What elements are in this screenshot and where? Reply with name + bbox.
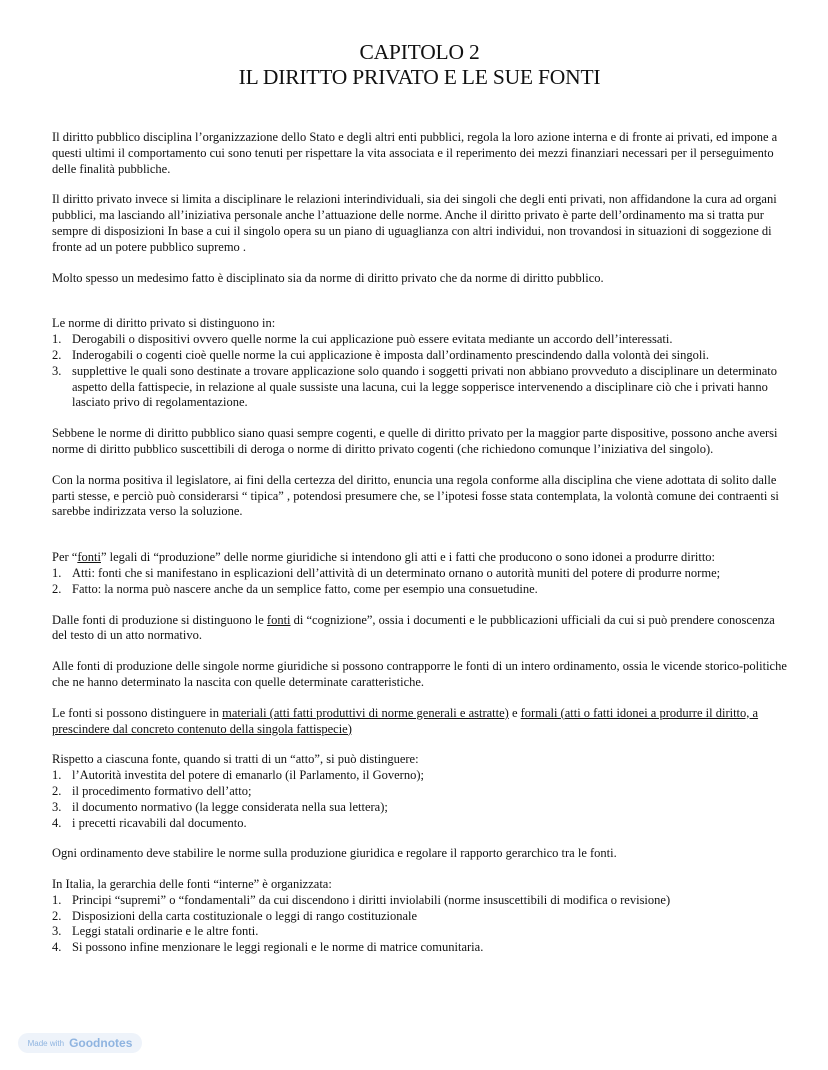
list-item-number: 2. (52, 783, 62, 798)
list-item-text: Disposizioni della carta costituzionale o leggi di rango costituzionale (72, 908, 418, 923)
list-item-text: Derogabili o dispositivi ovvero quelle norme la cui applicazione può essere evitata mediante un accordo dell’interessati. (72, 332, 673, 347)
text-segment: e (508, 705, 521, 720)
list-intro-norme: Le norme di diritto privato si distinguono in: (52, 316, 276, 331)
goodnotes-logo: Goodnotes (69, 1036, 133, 1050)
chapter-number: CAPITOLO 2 (359, 40, 480, 64)
paragraph-norma-positiva: Con la norma positiva il legislatore, ai fini della certezza del diritto, enuncia una regola conforme alla disciplina che viene adottata di solito dalle parti stesse, e perciò può considerarsi “ tipica” , potendosi presumere che, se l’ipotesi fosse stata contemplata, la volontà comune dei contraenti si sarebbe indirizzata verso la soluzione. (52, 472, 779, 519)
text-segment: ” legali di “produzione” delle norme giuridiche si intendono gli atti e i fatti che producono o sono idonei a produrre diritto: (100, 550, 716, 565)
paragraph-intero-ordinamento: Alle fonti di produzione delle singole norme giuridiche si possono contrapporre le fonti di un intero ordinamento, ossia le vicende storico-politiche che ne hanno determinato la nascita con quelle determinate caratteristiche. (52, 659, 787, 689)
list-intro-gerarchia: In Italia, la gerarchia delle fonti “interne” è organizzata: (52, 877, 332, 892)
list-fonti (52, 566, 787, 598)
list-item-text: il documento normativo (la legge considerata nella sua lettera); (72, 799, 388, 814)
paragraph-fonti-produzione (52, 550, 787, 566)
text-segment: Per “ (52, 550, 78, 565)
chapter-title: IL DIRITTO PRIVATO E LE SUE FONTI (238, 65, 601, 89)
list-item-text: il procedimento formativo dell’atto; (72, 783, 252, 798)
list-item-number: 3. (52, 924, 62, 939)
list-item (52, 816, 787, 832)
paragraph-diritto-pubblico: Il diritto pubblico disciplina l’organizzazione dello Stato e degli altri enti pubblici, regola la loro azione interna e di fronte ai privati, ed impone a questi ultimi il comportamento cui sono tenuti per rispettare la vita associata e il reperimento dei mezzi finanziari necessari per il perseguimento delle finalità pubbliche. (52, 130, 778, 176)
list-item-text: Inderogabili o cogenti cioè quelle norme la cui applicazione è imposta dall’ordinamento prescindendo dalla volontà dei singoli. (72, 347, 709, 362)
text-segment: Le fonti si possono distinguere in (52, 705, 223, 720)
list-item (52, 348, 787, 364)
list-intro-atto: Rispetto a ciascuna fonte, quando si tratti di un “atto”, si può distinguere: (52, 752, 419, 767)
list-gerarchia (52, 893, 787, 956)
paragraph-diritto-privato: Il diritto privato invece si limita a disciplinare le relazioni interindividuali, sia dei singoli che degli enti privati, non affidandone la cura ad organi pubblici, ma lasciando all’iniziativa personale anche l’attuazione delle norme. Anche il diritto privato è parte dell’ordinamento ma si tratta pur sempre di disposizioni In base a cui il singolo opera su un piano di uguaglianza con altri individui, non trovandosi in situazioni di soggezione di fronte ad un potere pubblico supremo . (52, 192, 777, 254)
paragraph-sebbene: Sebbene le norme di diritto pubblico siano quasi sempre cogenti, e quelle di diritto privato per la maggior parte dispositive, possono anche aversi norme di diritto pubblico suscettibili di deroga o norme di diritto privato cogenti (che richiedono comunque l’iniziativa del singolo). (52, 426, 778, 456)
list-item (52, 332, 787, 348)
list-item-number: 1. (52, 892, 62, 907)
list-item-number: 2. (52, 347, 62, 362)
list-item-number: 2. (52, 908, 62, 923)
list-item-number: 1. (52, 768, 62, 783)
paragraph-fonti-cognizione (52, 613, 787, 645)
list-item (52, 582, 787, 598)
list-item (52, 800, 787, 816)
list-item-text: Fatto: la norma può nascere anche da un semplice fatto, come per esempio una consuetudine. (72, 581, 538, 596)
list-item (52, 768, 787, 784)
page-title (52, 40, 787, 90)
list-item-text: l’Autorità investita del potere di emanarlo (il Parlamento, il Governo); (72, 768, 424, 783)
list-item-number: 1. (52, 565, 62, 580)
underlined-term: fonti (266, 612, 291, 627)
list-item-number: 1. (52, 332, 62, 347)
paragraph-materiali-formali (52, 706, 787, 738)
text-segment: Dalle fonti di produzione si distinguono le (52, 612, 267, 627)
list-item-text: supplettive le quali sono destinate a trovare applicazione solo quando i soggetti privati non abbiano provveduto a disciplinare un determinato aspetto della fattispecie, in relazione al quale sussiste una lacuna, cui la legge sopperisce intervenendo a disciplinare ciò che i privati hanno lasciato privo di regolamentazione. (72, 363, 778, 410)
list-item (52, 940, 787, 956)
list-item-text: Leggi statali ordinarie e le altre fonti. (72, 924, 259, 939)
list-item-number: 3. (52, 363, 62, 378)
list-item (52, 566, 787, 582)
list-item (52, 909, 787, 925)
text-segment: di “cognizione”, ossia i documenti e le pubblicazioni ufficiali da cui si può prendere conoscenza del testo di un atto normativo. (52, 612, 775, 643)
list-item (52, 893, 787, 909)
paragraph-ogni-ordinamento: Ogni ordinamento deve stabilire le norme sulla produzione giuridica e regolare il rapporto gerarchico tra le fonti. (52, 846, 617, 861)
list-item-number: 4. (52, 940, 62, 955)
underlined-term: fonti (77, 550, 101, 565)
list-norme (52, 332, 787, 411)
made-with-label: Made with (27, 1038, 65, 1048)
list-item-text: i precetti ricavabili dal documento. (72, 815, 247, 830)
paragraph-medesimo-fatto: Molto spesso un medesimo fatto è disciplinato sia da norme di diritto privato che da norme di diritto pubblico. (52, 270, 604, 285)
document-page (52, 40, 787, 971)
list-item (52, 924, 787, 940)
list-item-text: Si possono infine menzionare le leggi regionali e le norme di matrice comunitaria. (72, 940, 484, 955)
goodnotes-watermark[interactable] (18, 1033, 142, 1053)
underlined-formali: formali (atti o fatti idonei a produrre il diritto, a prescindere dal concreto contenuto della singola fattispecie) (52, 705, 759, 736)
list-item-text: Principi “supremi” o “fondamentali” da cui discendono i diritti inviolabili (norme insuscettibili di modifica o revisione) (72, 892, 671, 907)
list-item-number: 3. (52, 799, 62, 814)
list-item-number: 4. (52, 815, 62, 830)
list-item-text: Atti: fonti che si manifestano in esplicazioni dell’attività di un determinato ornano o autorità muniti del potere di produrre norme; (72, 565, 721, 580)
list-item (52, 364, 787, 411)
underlined-materiali: materiali (atti fatti produttivi di norme generali e astratte) (222, 705, 509, 720)
list-item (52, 784, 787, 800)
list-item-number: 2. (52, 581, 62, 596)
list-atto (52, 768, 787, 831)
